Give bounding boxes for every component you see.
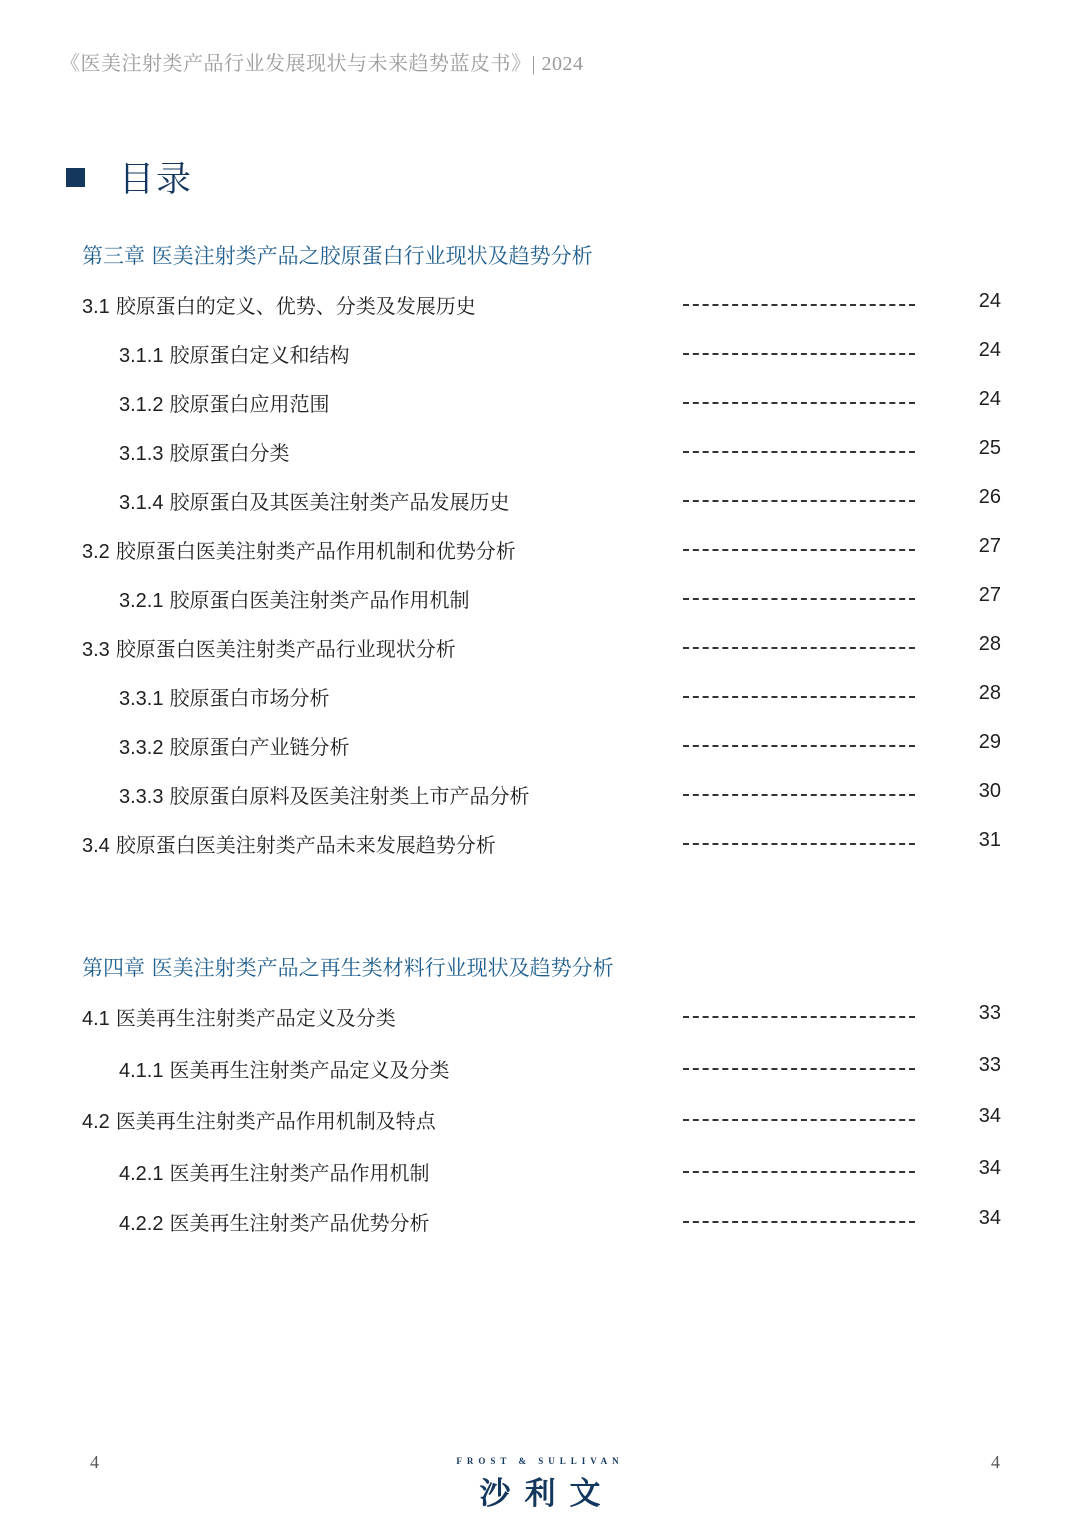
- entry-text: 医美再生注射类产品优势分析: [169, 1211, 430, 1235]
- entry-number: 3.1.1: [119, 345, 164, 367]
- toc-title: 目录: [119, 160, 194, 200]
- entry-page-number: 27: [978, 535, 1001, 557]
- entry-page-number: 34: [978, 1105, 1001, 1127]
- toc-entry[interactable]: [0, 437, 1080, 469]
- logo-english: FROST & SULLIVAN: [456, 1456, 624, 1466]
- entry-page-number: 34: [978, 1207, 1001, 1229]
- toc-entry[interactable]: [0, 1002, 1080, 1034]
- entry-number: 3.1.4: [119, 492, 164, 514]
- entry-number: 3.1: [82, 296, 110, 318]
- entry-number: 3.3: [82, 639, 110, 661]
- toc-entry[interactable]: [0, 584, 1080, 616]
- dotted-leader: [683, 353, 915, 355]
- entry-page-number: 33: [978, 1054, 1001, 1076]
- document-header: 《医美注射类产品行业发展现状与未来趋势蓝皮书》| 2024: [60, 53, 584, 75]
- entry-number: 3.3.3: [119, 786, 164, 808]
- toc-heading: [66, 152, 193, 202]
- entry-text: 医美再生注射类产品作用机制及特点: [115, 1109, 436, 1133]
- dotted-leader: [683, 794, 915, 796]
- entry-page-number: 28: [978, 682, 1001, 704]
- toc-entry[interactable]: [0, 290, 1080, 322]
- entry-text: 胶原蛋白的定义、优势、分类及发展历史: [115, 294, 476, 318]
- entry-number: 3.1.2: [119, 394, 164, 416]
- entry-number: 4.2.2: [119, 1213, 164, 1235]
- entry-number: 4.1.1: [119, 1060, 164, 1082]
- entry-text: 胶原蛋白医美注射类产品未来发展趋势分析: [115, 833, 496, 857]
- dotted-leader: [683, 1171, 915, 1173]
- dotted-leader: [683, 696, 915, 698]
- toc-entry[interactable]: [0, 780, 1080, 812]
- entry-number: 3.3.2: [119, 737, 164, 759]
- dotted-leader: [683, 304, 915, 306]
- entry-page-number: 29: [978, 731, 1001, 753]
- toc-entry[interactable]: [0, 1054, 1080, 1086]
- toc-entry[interactable]: [0, 633, 1080, 665]
- toc-entry[interactable]: [0, 1207, 1080, 1239]
- dotted-leader: [683, 1221, 915, 1223]
- chapter-title[interactable]: 第四章 医美注射类产品之再生类材料行业现状及趋势分析: [82, 956, 614, 980]
- dotted-leader: [683, 1016, 915, 1018]
- toc-entry[interactable]: [0, 829, 1080, 861]
- entry-text: 胶原蛋白产业链分析: [169, 735, 350, 759]
- entry-text: 胶原蛋白应用范围: [169, 392, 330, 416]
- entry-page-number: 33: [978, 1002, 1001, 1024]
- entry-page-number: 24: [978, 290, 1001, 312]
- entry-page-number: 24: [978, 339, 1001, 361]
- dotted-leader: [683, 549, 915, 551]
- dotted-leader: [683, 402, 915, 404]
- chapter-title[interactable]: 第三章 医美注射类产品之胶原蛋白行业现状及趋势分析: [82, 244, 593, 268]
- entry-text: 胶原蛋白原料及医美注射类上市产品分析: [169, 784, 530, 808]
- entry-number: 3.4: [82, 835, 110, 857]
- entry-text: 医美再生注射类产品定义及分类: [169, 1058, 450, 1082]
- frost-sullivan-logo: [440, 1456, 640, 1513]
- entry-number: 3.2: [82, 541, 110, 563]
- dotted-leader: [683, 1119, 915, 1121]
- entry-text: 胶原蛋白定义和结构: [169, 343, 350, 367]
- entry-text: 胶原蛋白医美注射类产品作用机制和优势分析: [115, 539, 516, 563]
- dotted-leader: [683, 1068, 915, 1070]
- square-bullet-icon: [66, 168, 85, 187]
- entry-page-number: 28: [978, 633, 1001, 655]
- entry-number: 4.2: [82, 1111, 110, 1133]
- toc-entry[interactable]: [0, 1105, 1080, 1137]
- toc-entry[interactable]: [0, 388, 1080, 420]
- entry-number: 4.1: [82, 1008, 110, 1030]
- entry-page-number: 26: [978, 486, 1001, 508]
- toc-entry[interactable]: [0, 1157, 1080, 1189]
- entry-page-number: 27: [978, 584, 1001, 606]
- dotted-leader: [683, 745, 915, 747]
- entry-page-number: 25: [978, 437, 1001, 459]
- toc-entry[interactable]: [0, 339, 1080, 371]
- entry-page-number: 31: [978, 829, 1001, 851]
- page-number-right: 4: [991, 1452, 1000, 1472]
- entry-text: 胶原蛋白医美注射类产品行业现状分析: [115, 637, 456, 661]
- entry-number: 3.2.1: [119, 590, 164, 612]
- entry-page-number: 24: [978, 388, 1001, 410]
- entry-text: 胶原蛋白及其医美注射类产品发展历史: [169, 490, 510, 514]
- toc-entry[interactable]: [0, 486, 1080, 518]
- dotted-leader: [683, 647, 915, 649]
- entry-number: 4.2.1: [119, 1163, 164, 1185]
- entry-text: 胶原蛋白市场分析: [169, 686, 330, 710]
- entry-number: 3.1.3: [119, 443, 164, 465]
- dotted-leader: [683, 843, 915, 845]
- entry-text: 医美再生注射类产品定义及分类: [115, 1006, 396, 1030]
- entry-page-number: 34: [978, 1157, 1001, 1179]
- entry-number: 3.3.1: [119, 688, 164, 710]
- toc-entry[interactable]: [0, 731, 1080, 763]
- dotted-leader: [683, 500, 915, 502]
- entry-text: 胶原蛋白分类: [169, 441, 290, 465]
- entry-text: 医美再生注射类产品作用机制: [169, 1161, 430, 1185]
- page-number-left: 4: [90, 1452, 99, 1472]
- toc-entry[interactable]: [0, 682, 1080, 714]
- toc-entry[interactable]: [0, 535, 1080, 567]
- entry-text: 胶原蛋白医美注射类产品作用机制: [169, 588, 470, 612]
- dotted-leader: [683, 598, 915, 600]
- dotted-leader: [683, 451, 915, 453]
- logo-chinese: 沙利文: [479, 1476, 615, 1512]
- entry-page-number: 30: [978, 780, 1001, 802]
